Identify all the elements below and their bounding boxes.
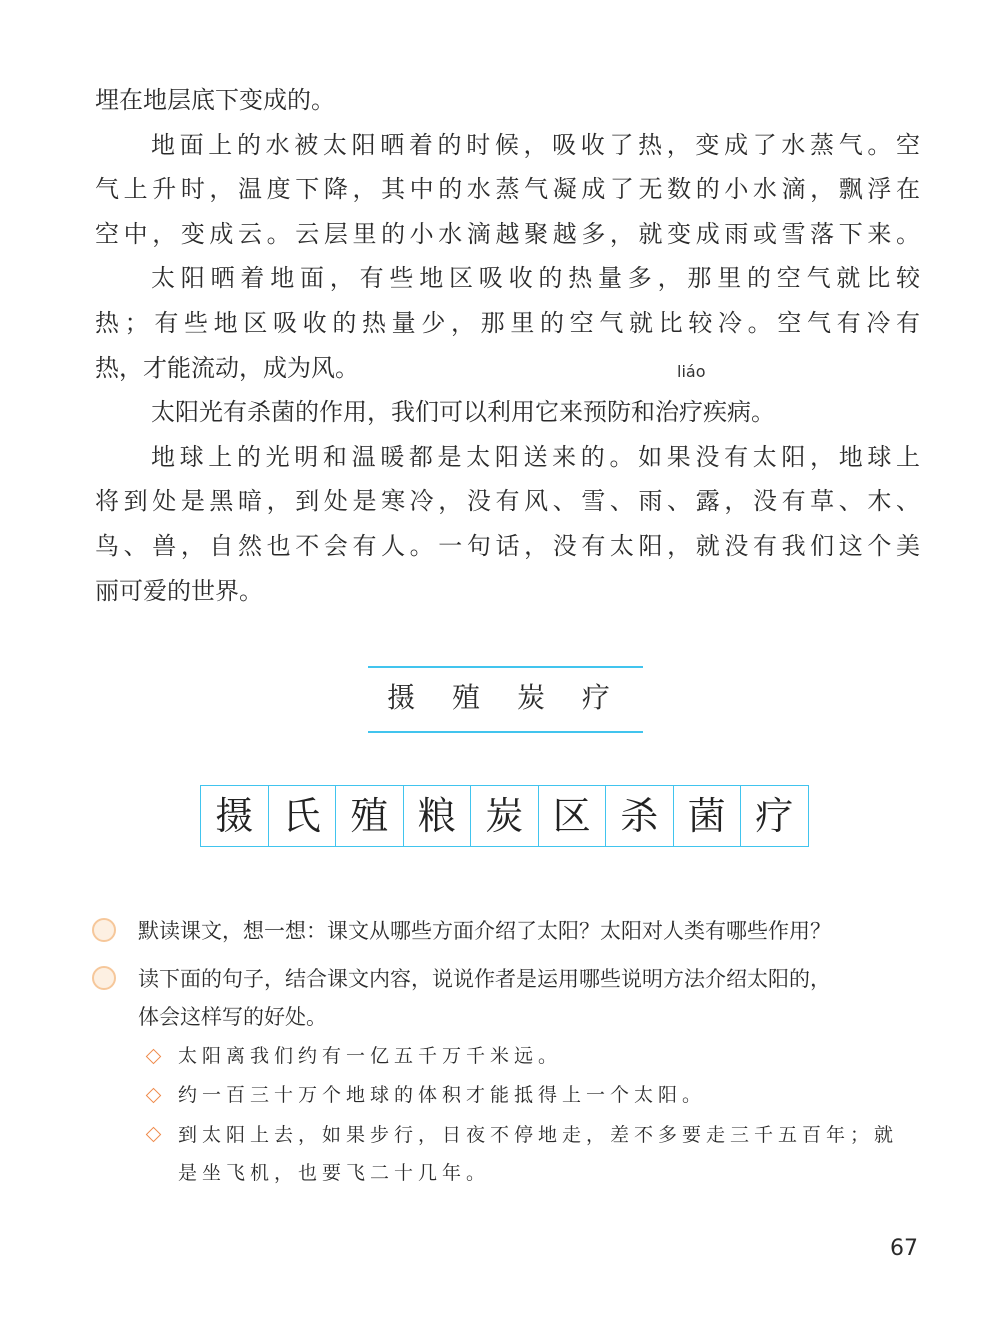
grid-cell: 粮 [404,786,472,846]
diamond-bullet-icon [146,1088,162,1104]
text-line: 空中，变成云。云层里的小水滴越聚越多，就变成雨或雪落下来。 [95,219,920,248]
grid-cell: 炭 [471,786,539,846]
text-line: 将到处是黑暗，到处是寒冷，没有风、雪、雨、露，没有草、木、 [95,487,920,516]
diamond-bullet-icon [146,1049,162,1065]
text-segment: 太阳光有杀菌的作用，我们可以利用它来预防和治 [151,398,679,427]
text-line: 丽可爱的世界。 [95,576,263,605]
example-sentence: 太阳离我们约有一亿五千万千米远。 [178,1045,563,1067]
question-bullet-icon [92,918,116,942]
question-line: 读下面的句子，结合课文内容，说说作者是运用哪些说明方法介绍太阳的， [138,967,831,991]
grid-cell: 殖 [336,786,404,846]
grid-cell: 氏 [269,786,337,846]
character-grid [200,785,809,847]
text-line: 气上升时，温度下降，其中的水蒸气凝成了无数的小水滴，飘浮在 [95,175,920,204]
page-number: 67 [890,1236,918,1261]
grid-cell: 菌 [674,786,742,846]
ruby-base: 疗 [679,398,703,427]
text-segment: 疾病。 [703,398,775,427]
text-line: 太阳晒着地面，有些地区吸收的热量多，那里的空气就比较 [151,264,920,293]
grid-cell: 区 [539,786,607,846]
question-2 [138,960,831,1036]
text-line: 地面上的水被太阳晒着的时候，吸收了热，变成了水蒸气。空 [151,130,920,159]
grid-cell: 摄 [201,786,269,846]
question-line: 体会这样写的好处。 [138,1005,327,1029]
pinyin: liáo [677,362,706,382]
text-line: 鸟、兽，自然也不会有人。一句话，没有太阳，就没有我们这个美 [95,531,920,560]
grid-cell: 疗 [755,794,794,838]
text-line: 埋在地层底下变成的。 [95,86,335,114]
example-sentence: 到太阳上去，如果步行，日夜不停地走，差不多要走三千五百年；就是坐飞机，也要飞二十几年。 [178,1124,899,1184]
body-text [95,78,920,613]
grid-cell: 杀 [606,786,674,846]
question-bullet-icon [92,966,116,990]
example-sentence: 约一百三十万个地球的体积才能抵得上一个太阳。 [178,1084,707,1106]
diamond-bullet-icon [146,1127,162,1143]
writing-characters-title: 摄 殖 炭 疗 [368,666,643,733]
text-line: 热；有些地区吸收的热量少，那里的空气就比较冷。空气有冷有 [95,308,920,337]
text-line: 热，才能流动，成为风。 [95,353,359,382]
question-1: 默读课文，想一想：课文从哪些方面介绍了太阳？太阳对人类有哪些作用？ [138,919,831,943]
text-line: 地球上的光明和温暖都是太阳送来的。如果没有太阳，地球上 [151,442,920,471]
ruby-character [677,362,706,435]
